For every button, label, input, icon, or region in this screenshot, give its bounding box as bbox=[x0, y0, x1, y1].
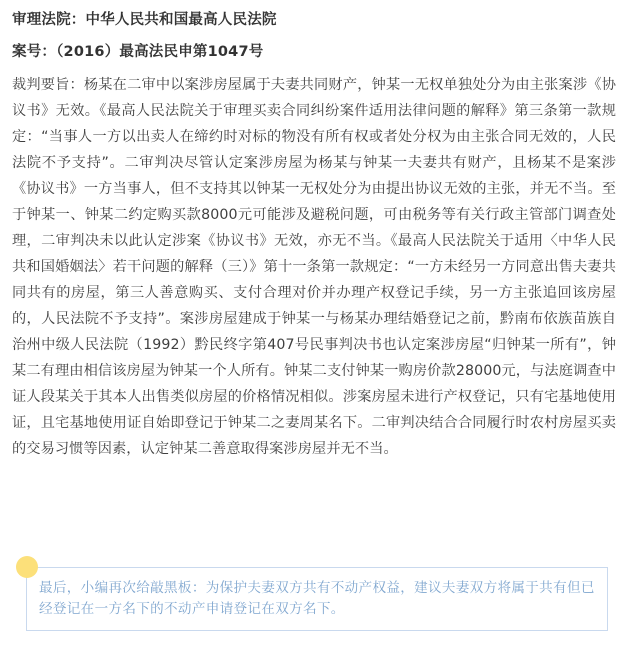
note-dot-decoration bbox=[16, 556, 38, 578]
court-line: 审理法院：中华人民共和国最高人民法院 bbox=[12, 12, 277, 28]
judgment-summary: 裁判要旨：杨某在二审中以案涉房屋属于夫妻共同财产，钟某一无权单独处分为由主张案涉《协议书》无效。《最高人民法院关于审理买卖合同纠纷案件适用法律问题的解释》第三条第一款规定：“当事人一方以出卖人在缔约时对标的物没有所有权或者处分权为由主张合同无效的，人民法院不予支持”。二审判决尽管认定案涉房屋为杨某与钟某一夫妻共有财产，且杨某不是案涉《协议书》一方当事人，但不支持其以钟某一无权处分为由提出协议无效的主张，并无不当。至于钟某一、钟某二约定购买款8000元可能涉及避税问题，可由税务等有关行政主管部门调查处理，二审判决未以此认定涉案《协议书》无效，亦无不当。《最高人民法院关于适用〈中华人民共和国婚姻法〉若干问题的解释（三）》第十一条第一款规定：“一方未经另一方同意出售夫妻共同共有的房屋，第三人善意购买、支付合理对价并办理产权登记手续，另一方主张追回该房屋的，人民法院不予支持”。案涉房屋建成于钟某一与杨某办理结婚登记之前，黔南布依族苗族自治州中级人民法院（1992）黔民终字第407号民事判决书也认定案涉房屋“归钟某一所有”，钟某二有理由相信该房屋为钟某一个人所有。钟某二支付钟某一购房价款28000元，与法庭调查中证人段某关于其本人出售类似房屋的价格情况相似。涉案房屋未进行产权登记，只有宅基地使用证，且宅基地使用证自始即登记于钟某二之妻周某名下。二审判决结合合同履行时农村房屋买卖的交易习惯等因素，认定钟某二善意取得案涉房屋并无不当。 bbox=[12, 77, 616, 457]
note-box bbox=[26, 567, 608, 631]
case-number: 案号：（2016）最高法民申第1047号 bbox=[12, 44, 264, 60]
note-text: 最后，小编再次给敲黑板：为保护夫妻双方共有不动产权益，建议夫妻双方将属于共有但已经登记在一方名下的不动产申请登记在双方名下。 bbox=[39, 580, 595, 617]
article bbox=[12, 8, 616, 462]
